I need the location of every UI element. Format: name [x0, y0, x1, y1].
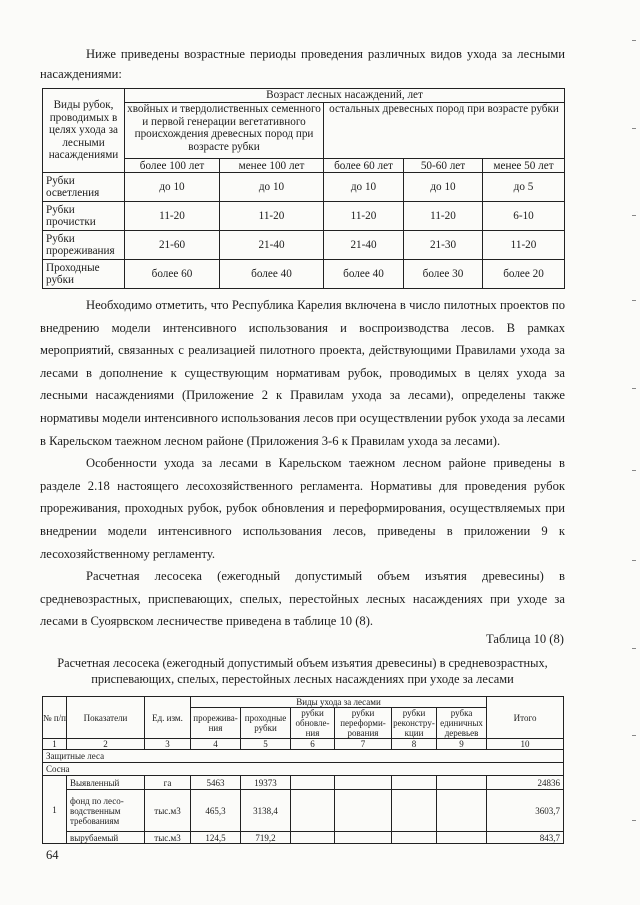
- type-header: рубки обновле- ния: [291, 708, 335, 739]
- table-row: [43, 832, 564, 844]
- unit-header: Ед. изм.: [145, 697, 191, 739]
- scan-edge-mark: [632, 560, 636, 561]
- col-num: 7: [335, 739, 392, 750]
- cell: [335, 832, 392, 844]
- cell: более 20: [483, 260, 565, 289]
- total-cell: 3603,7: [487, 790, 564, 832]
- age-col-header: менее 50 лет: [483, 159, 565, 173]
- cell: 21-40: [324, 231, 404, 260]
- cell: [335, 790, 392, 832]
- paragraph: Расчетная лесосека (ежегодный допустимый объем изъятия древесины) в средневозрастных, приспевающих, спелых, перестойных лесных насаждениях при уходе за лесами в Суоярвском лесничестве приведена в таблице 10 (8).: [40, 569, 565, 629]
- total-cell: 843,7: [487, 832, 564, 844]
- table-row: [43, 231, 565, 260]
- col-num: 4: [191, 739, 241, 750]
- species-row: Сосна: [43, 763, 564, 776]
- cell: [291, 790, 335, 832]
- cell: до 10: [220, 173, 324, 202]
- cell: 21-60: [125, 231, 220, 260]
- cell: 11-20: [220, 202, 324, 231]
- row-name: Рубки осветления: [43, 173, 125, 202]
- scan-edge-mark: [632, 128, 636, 129]
- table-row: [43, 776, 564, 790]
- indicator-cell: вырубаемый: [67, 832, 145, 844]
- scan-edge-mark: [632, 40, 636, 41]
- type-header: прорежива- ния: [191, 708, 241, 739]
- unit-cell: тыс.м3: [145, 790, 191, 832]
- cell: 11-20: [483, 231, 565, 260]
- cell: 5463: [191, 776, 241, 790]
- cell: [437, 832, 487, 844]
- cell: 719,2: [241, 832, 291, 844]
- table-row: [43, 202, 565, 231]
- type-header: рубка единичных деревьев: [437, 708, 487, 739]
- row-name: Рубки прочистки: [43, 202, 125, 231]
- paragraph: Особенности ухода за лесами в Карельском таежном лесном районе приведены в разделе 2.18 настоящего лесохозяйственного регламента. Нормативы для проведения рубок прореживания, проходных рубок, рубок обновления и переформирования, осуществляемых при внедрении модели интенсивного использования лесов, приведены в приложении 9 к лесохозяйственному регламенту.: [40, 456, 565, 561]
- row-number: 1: [43, 776, 67, 844]
- scan-edge-mark: [632, 215, 636, 216]
- cell: до 10: [404, 173, 483, 202]
- age-col-header: менее 100 лет: [220, 159, 324, 173]
- cell: до 5: [483, 173, 565, 202]
- col-num: 5: [241, 739, 291, 750]
- age-table-conifer-header: хвойных и твердолиственных семенного и первой генерации вегетативного происхождения древесных пород при возрасте рубки: [125, 103, 324, 159]
- intro-text: Ниже приведены возрастные периоды проведения различных видов ухода за лесными насаждениями:: [40, 47, 565, 81]
- num-header: № п/п: [43, 697, 67, 739]
- scan-edge-mark: [632, 300, 636, 301]
- col-num: 8: [392, 739, 437, 750]
- col-num: 3: [145, 739, 191, 750]
- cell: [291, 776, 335, 790]
- cell: до 10: [324, 173, 404, 202]
- cell: 11-20: [125, 202, 220, 231]
- unit-cell: га: [145, 776, 191, 790]
- section-row: Защитные леса: [43, 750, 564, 763]
- cell: 19373: [241, 776, 291, 790]
- col-num: 1: [43, 739, 67, 750]
- cell: 465,3: [191, 790, 241, 832]
- body-text: [40, 294, 565, 633]
- cell: более 40: [220, 260, 324, 289]
- total-cell: 24836: [487, 776, 564, 790]
- age-table-corner-header: Виды рубок, проводимых в целях ухода за лесными насаждениями: [43, 89, 125, 173]
- col-num: 6: [291, 739, 335, 750]
- age-table-group-header: Возраст лесных насаждений, лет: [125, 89, 565, 103]
- cell: [392, 776, 437, 790]
- scan-edge-mark: [632, 388, 636, 389]
- age-periods-table: [42, 88, 565, 289]
- paragraph: Необходимо отметить, что Республика Карелия включена в число пилотных проектов по внедрению модели интенсивного использования и воспроизводства лесов. В рамках мероприятий, связанных с реализацией пилотного проекта, действующими Правилами ухода за лесами в дополнение к существующим нормативам рубок, проводимых в целях ухода за лесными насаждениями (Приложение 2 к Правилам ухода за лесами), определены также нормативы модели интенсивного использования лесов при осуществлении рубок ухода за лесами в Карельском таежном лесном районе (Приложения 3-6 к Правилам ухода за лесами).: [40, 298, 565, 448]
- cell: [392, 832, 437, 844]
- cell: 124,5: [191, 832, 241, 844]
- cell: до 10: [125, 173, 220, 202]
- age-table-other-header: остальных древесных пород при возрасте рубки: [324, 103, 565, 159]
- unit-cell: тыс.м3: [145, 832, 191, 844]
- cell: 21-40: [220, 231, 324, 260]
- age-col-header: 50-60 лет: [404, 159, 483, 173]
- cell: более 40: [324, 260, 404, 289]
- col-num: 9: [437, 739, 487, 750]
- row-name: Проходные рубки: [43, 260, 125, 289]
- cell: [392, 790, 437, 832]
- scan-edge-mark: [632, 470, 636, 471]
- table-row: [43, 260, 565, 289]
- cell: [437, 790, 487, 832]
- type-header: рубки реконстру- кции: [393, 708, 435, 738]
- row-name: Рубки прореживания: [43, 231, 125, 260]
- table-row: [43, 173, 565, 202]
- cell: 6-10: [483, 202, 565, 231]
- indicator-cell: фонд по лесо- водственным требованиям: [67, 790, 145, 832]
- cell: 21-30: [404, 231, 483, 260]
- cell: [291, 832, 335, 844]
- scan-edge-mark: [632, 820, 636, 821]
- table-number: Таблица 10 (8): [486, 632, 564, 646]
- cell: 11-20: [324, 202, 404, 231]
- total-header: Итого: [487, 697, 564, 739]
- cell: более 60: [125, 260, 220, 289]
- scan-edge-mark: [632, 648, 636, 649]
- indicator-header: Показатели: [67, 697, 145, 739]
- cell: более 30: [404, 260, 483, 289]
- cell: [335, 776, 392, 790]
- column-number-row: [43, 739, 564, 750]
- type-header: проходные рубки: [241, 708, 291, 739]
- cell: 3138,4: [241, 790, 291, 832]
- allowable-cut-table: [42, 696, 564, 844]
- table-caption: Расчетная лесосека (ежегодный допустимый объем изъятия древесины) в средневозрастных, приспевающих, спелых, перестойных лесных насаждениях при уходе за лесами: [57, 656, 548, 686]
- age-col-header: более 60 лет: [324, 159, 404, 173]
- scan-edge-mark: [632, 735, 636, 736]
- table-row: [43, 790, 564, 832]
- cell: 11-20: [404, 202, 483, 231]
- age-col-header: более 100 лет: [125, 159, 220, 173]
- col-num: 10: [487, 739, 564, 750]
- indicator-cell: Выявленный: [67, 776, 145, 790]
- type-header: рубки переформи- рования: [335, 708, 392, 739]
- cell: [437, 776, 487, 790]
- page-number: 64: [46, 848, 59, 862]
- care-types-header: Виды ухода за лесами: [191, 697, 487, 708]
- col-num: 2: [67, 739, 145, 750]
